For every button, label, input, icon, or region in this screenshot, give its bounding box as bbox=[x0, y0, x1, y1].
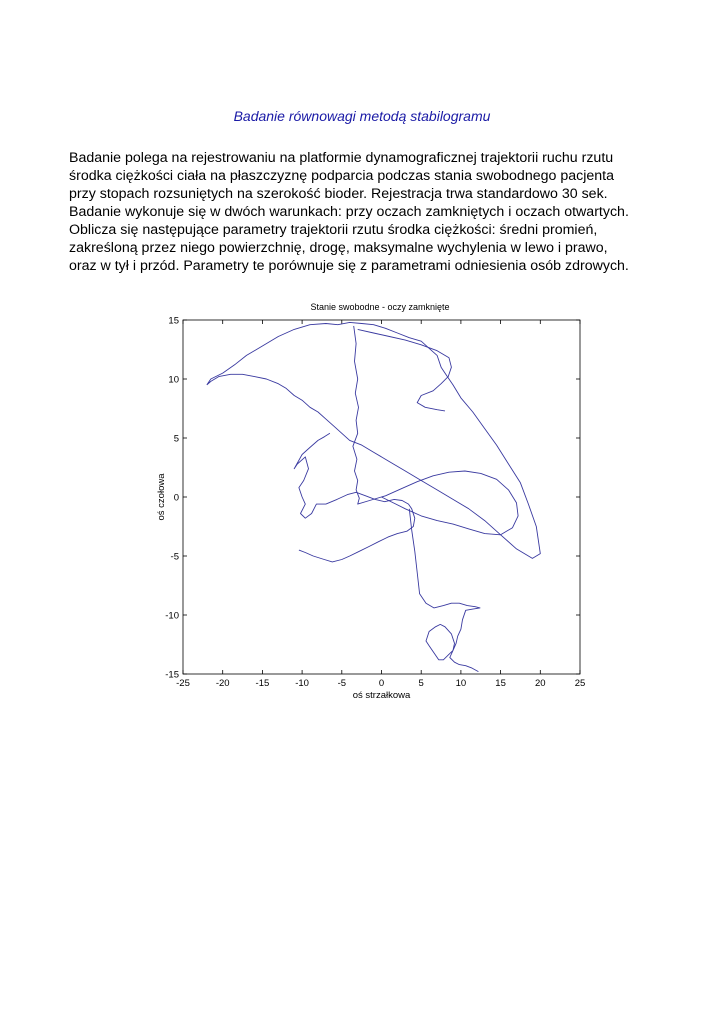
y-tick-label: 15 bbox=[168, 315, 179, 327]
y-tick-label: 10 bbox=[168, 374, 179, 386]
document-title: Badanie równowagi metodą stabilogramu bbox=[233, 108, 491, 124]
paragraph-line: Badanie polega na rejestrowaniu na platformie dynamograficznej trajektorii ruchu rzutu bbox=[69, 150, 614, 166]
x-tick-label: -5 bbox=[337, 678, 347, 689]
paragraph-line: oraz w tył i przód. Parametry te porównuje się z parametrami odniesienia osób zdrowych. bbox=[69, 258, 629, 274]
trajectory-path bbox=[207, 322, 541, 558]
document-paragraph bbox=[69, 149, 689, 275]
stabilogram-figure bbox=[150, 298, 600, 708]
y-tick-label: 5 bbox=[173, 433, 179, 445]
y-tick-label: -5 bbox=[170, 551, 179, 563]
paragraph-line: przy stopach rozsuniętych na szerokość bioder. Rejestracja trwa standardowo 30 sek. bbox=[69, 186, 608, 202]
x-tick-label: 0 bbox=[378, 678, 385, 689]
x-tick-label: 15 bbox=[495, 678, 506, 689]
y-tick-label: -15 bbox=[165, 669, 179, 681]
x-axis-label: oś strzałkowa bbox=[352, 690, 411, 701]
y-axis-label: oś czołowa bbox=[156, 473, 167, 521]
paragraph-line: Oblicza się następujące parametry trajektorii rzutu środka ciężkości: średni promień, bbox=[69, 222, 598, 238]
paragraph-line: Badanie wykonuje się w dwóch warunkach: przy oczach zamkniętych i oczach otwartych. bbox=[69, 204, 629, 220]
y-tick-label: -10 bbox=[165, 610, 179, 622]
stabilogram-chart bbox=[150, 298, 600, 708]
x-tick-label: -20 bbox=[215, 678, 230, 689]
trajectory-path bbox=[358, 329, 452, 411]
x-tick-label: 25 bbox=[574, 678, 586, 689]
trajectory bbox=[207, 322, 541, 671]
trajectory-path bbox=[353, 326, 518, 535]
x-tick-label: -25 bbox=[176, 678, 190, 689]
x-tick-label: -10 bbox=[295, 678, 309, 689]
paragraph-line: zakreśloną przez niego powierzchnię, drogę, maksymalne wychylenia w lewo i prawo, bbox=[69, 240, 608, 256]
x-tick-label: 10 bbox=[455, 678, 467, 689]
axis-ticks bbox=[165, 316, 585, 690]
chart-title: Stanie swobodne - oczy zamknięte bbox=[310, 302, 450, 312]
paragraph-line: środka ciężkości ciała na płaszczyznę podparcia podczas stania swobodnego pacjenta bbox=[69, 168, 614, 184]
trajectory-path bbox=[409, 509, 480, 672]
y-tick-label: 0 bbox=[173, 492, 179, 504]
x-tick-label: -15 bbox=[255, 678, 270, 689]
x-tick-label: 5 bbox=[418, 678, 424, 689]
x-tick-label: 20 bbox=[535, 678, 546, 689]
